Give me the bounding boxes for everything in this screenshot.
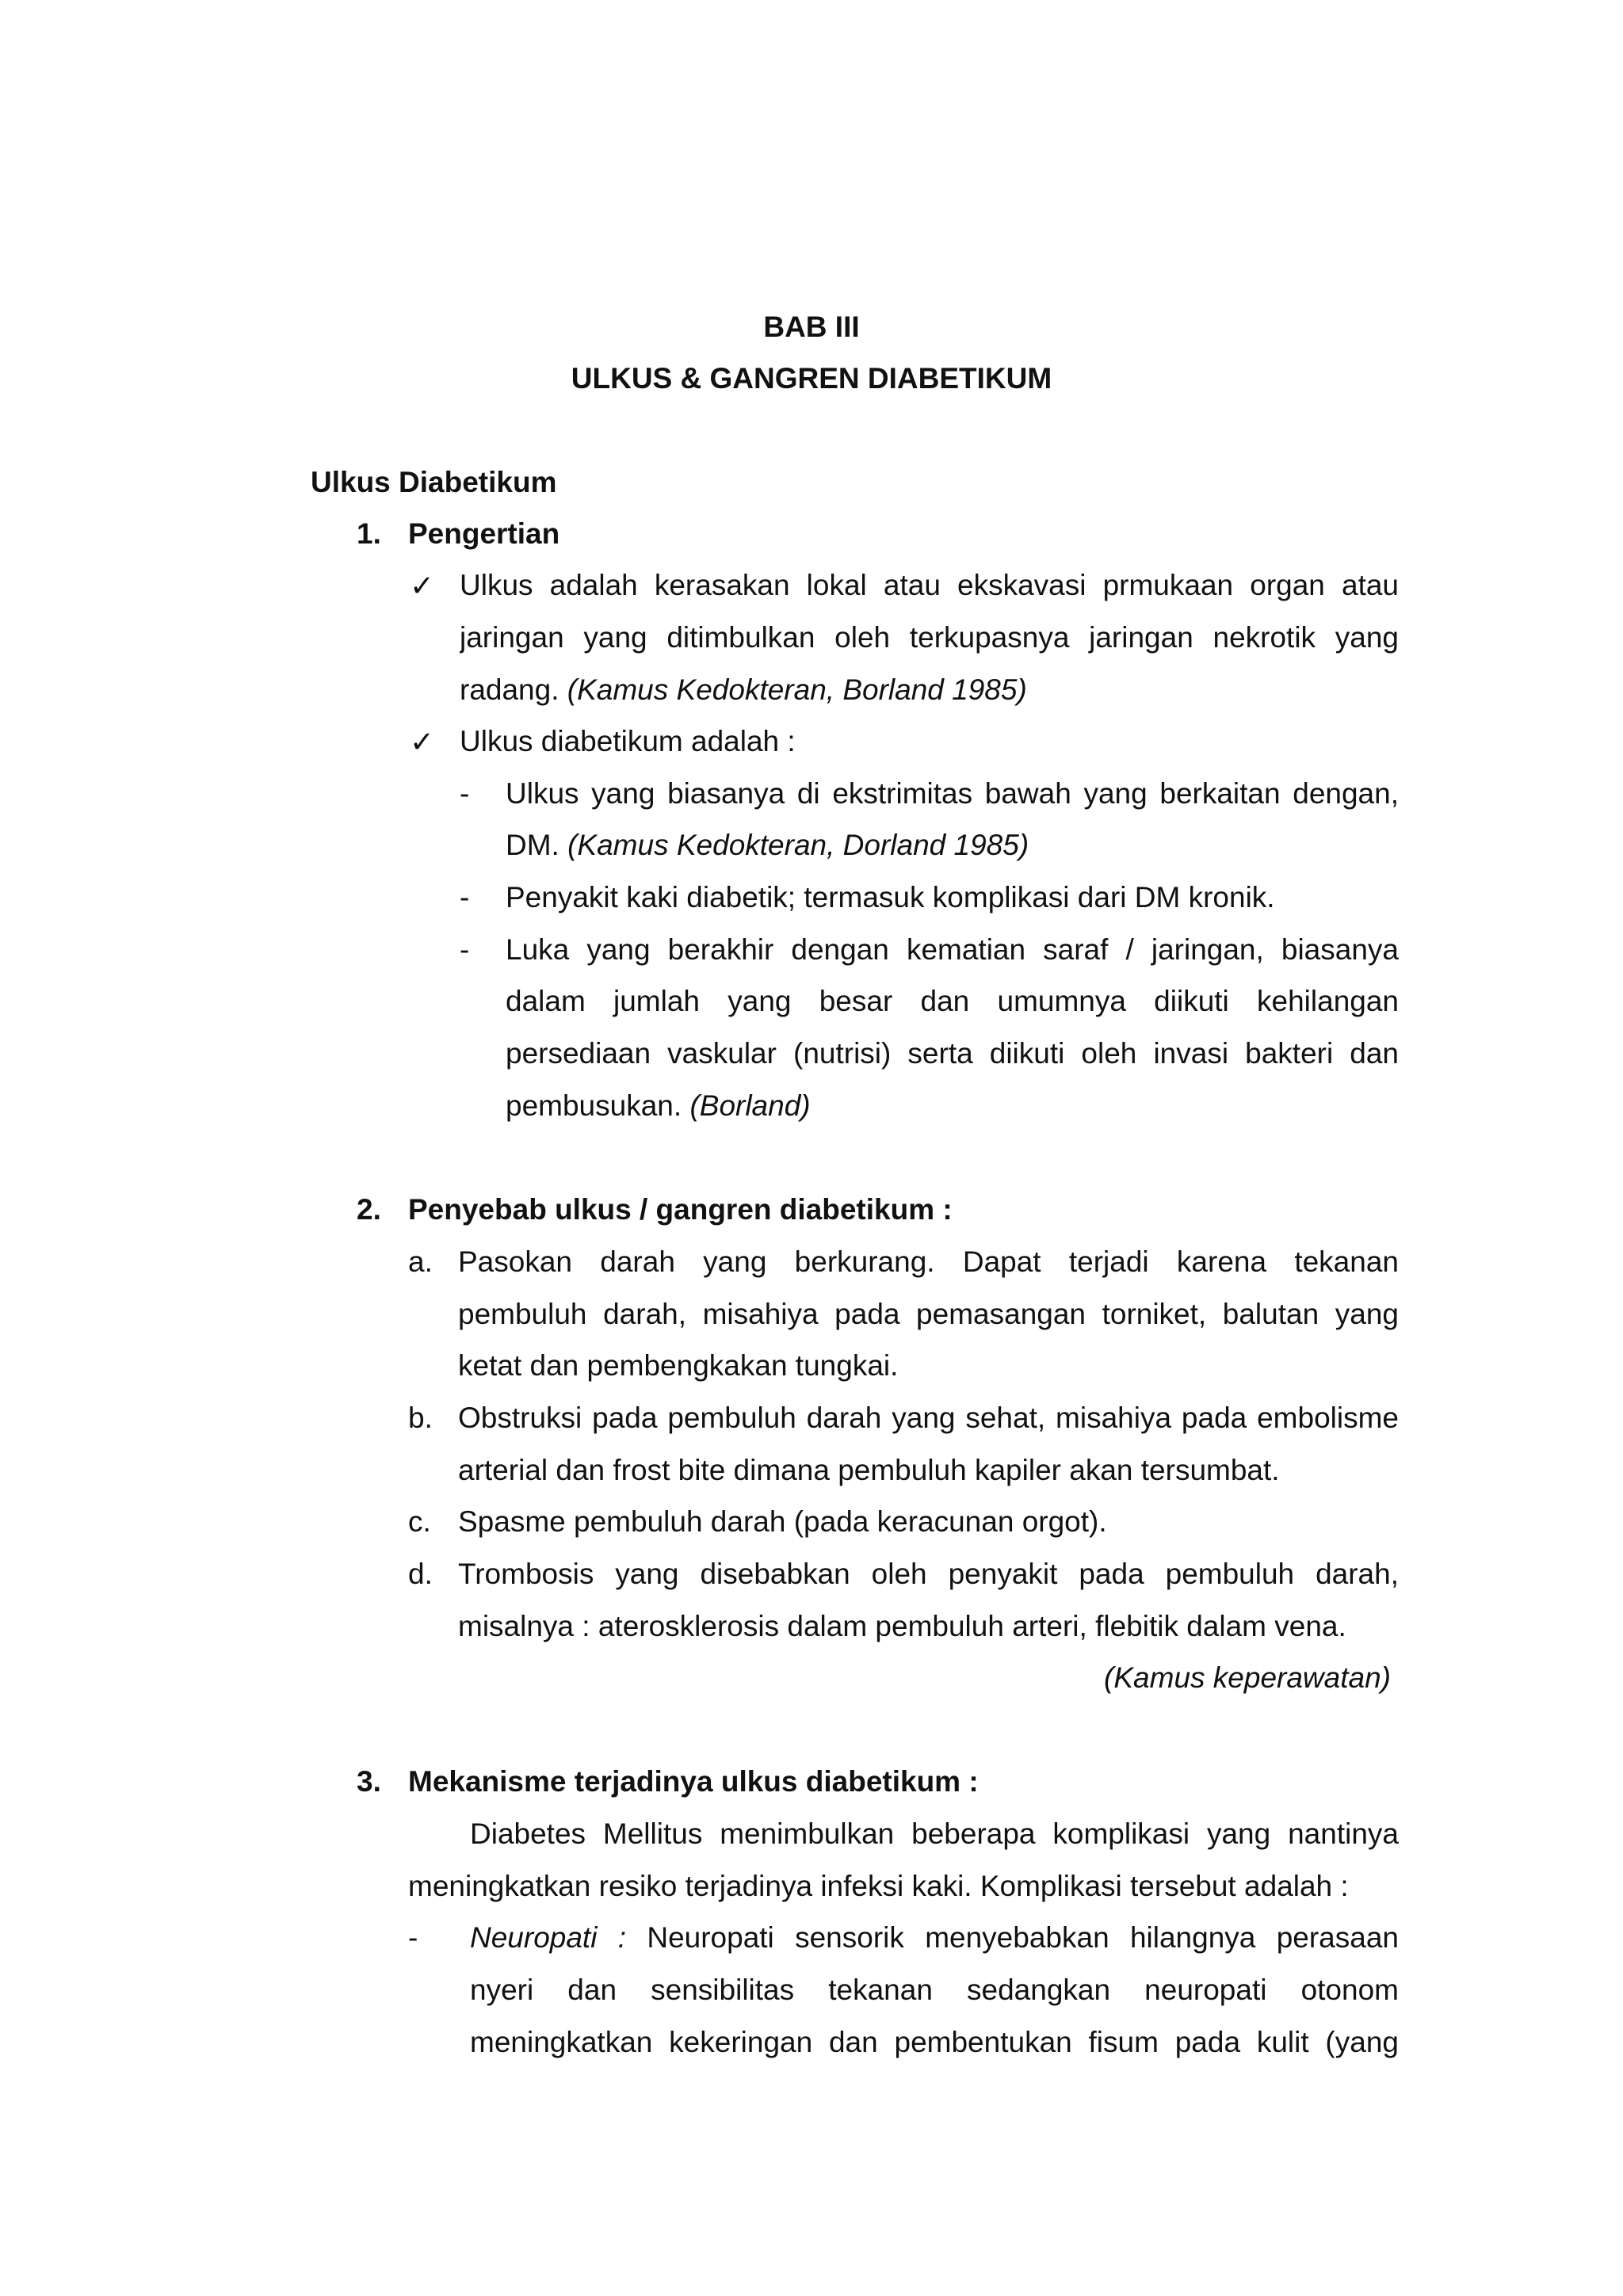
item-number-2: 2. xyxy=(357,1193,381,1226)
list-marker-a: a. xyxy=(408,1245,433,1278)
item-number-3: 3. xyxy=(357,1765,381,1798)
citation: (Kamus Kedokteran, Dorland 1985) xyxy=(567,829,1029,861)
item-title-3: Mekanisme terjadinya ulkus diabetikum : xyxy=(408,1765,979,1798)
checkmark-icon: ✓ xyxy=(410,570,435,602)
complication-line: nyeri dan sensibilitas tekanan sedangkan neuropati otonom xyxy=(470,1974,1399,2006)
paragraph-line: meningkatkan resiko terjadinya infeksi kaki. Komplikasi tersebut adalah : xyxy=(408,1870,1349,1902)
definition-line: Ulkus yang biasanya di ekstrimitas bawah yang berkaitan dengan, xyxy=(506,777,1399,810)
definition-line: Penyakit kaki diabetik; termasuk komplikasi dari DM kronik. xyxy=(506,881,1275,913)
cause-line: Pasokan darah yang berkurang. Dapat terjadi karena tekanan xyxy=(458,1245,1399,1278)
complication-line xyxy=(470,1921,1399,1955)
complication-line: meningkatkan kekeringan dan pembentukan fisum pada kulit (yang xyxy=(470,2026,1399,2058)
definition-text: radang. xyxy=(460,673,567,706)
definition-text: DM. xyxy=(506,829,568,861)
definition-line: Luka yang berakhir dengan kematian saraf / jaringan, biasanya xyxy=(506,933,1399,966)
dash-marker: - xyxy=(460,933,470,966)
list-marker-d: d. xyxy=(408,1558,433,1590)
cause-line: misalnya : aterosklerosis dalam pembuluh arteri, flebitik dalam vena. xyxy=(458,1610,1346,1642)
cause-line: Spasme pembuluh darah (pada keracunan orgot). xyxy=(458,1505,1107,1538)
citation: (Borland) xyxy=(689,1089,811,1122)
section-title: Ulkus Diabetikum xyxy=(311,466,557,498)
definition-line xyxy=(506,1089,811,1123)
cause-line: Trombosis yang disebabkan oleh penyakit pada pembuluh darah, xyxy=(458,1558,1399,1590)
list-marker-c: c. xyxy=(408,1505,431,1538)
list-marker-b: b. xyxy=(408,1402,433,1434)
chapter-number: BAB III xyxy=(763,311,860,343)
citation: (Kamus Kedokteran, Borland 1985) xyxy=(567,673,1027,706)
complication-text: Neuropati sensorik menyebabkan hilangnya perasaan xyxy=(626,1921,1399,1954)
item-title-1: Pengertian xyxy=(408,517,560,550)
cause-line: pembuluh darah, misahiya pada pemasangan torniket, balutan yang xyxy=(458,1298,1399,1330)
definition-line xyxy=(460,673,1027,707)
cause-line: ketat dan pembengkakan tungkai. xyxy=(458,1349,899,1382)
definition-line: persediaan vaskular (nutrisi) serta diikuti oleh invasi bakteri dan xyxy=(506,1037,1399,1070)
citation: (Kamus keperawatan) xyxy=(1104,1661,1391,1694)
item-number-1: 1. xyxy=(357,517,381,550)
definition-line: jaringan yang ditimbulkan oleh terkupasnya jaringan nekrotik yang xyxy=(460,621,1399,654)
definition-line: Ulkus adalah kerasakan lokal atau ekskavasi prmukaan organ atau xyxy=(460,569,1399,601)
paragraph-line: Diabetes Mellitus menimbulkan beberapa komplikasi yang nantinya xyxy=(470,1817,1399,1850)
dash-marker: - xyxy=(408,1921,418,1954)
dash-marker: - xyxy=(460,881,470,913)
cause-line: arterial dan frost bite dimana pembuluh kapiler akan tersumbat. xyxy=(458,1454,1280,1486)
definition-line: dalam jumlah yang besar dan umumnya diikuti kehilangan xyxy=(506,985,1399,1017)
cause-line: Obstruksi pada pembuluh darah yang sehat, misahiya pada embolisme xyxy=(458,1402,1399,1434)
checkmark-icon: ✓ xyxy=(410,726,435,758)
definition-intro: Ulkus diabetikum adalah : xyxy=(460,725,796,757)
item-title-2: Penyebab ulkus / gangren diabetikum : xyxy=(408,1193,953,1226)
term: Neuropati : xyxy=(470,1921,627,1954)
definition-line xyxy=(506,829,1029,862)
chapter-title: ULKUS & GANGREN DIABETIKUM xyxy=(571,362,1052,395)
dash-marker: - xyxy=(460,777,470,810)
definition-text: pembusukan. xyxy=(506,1089,690,1122)
